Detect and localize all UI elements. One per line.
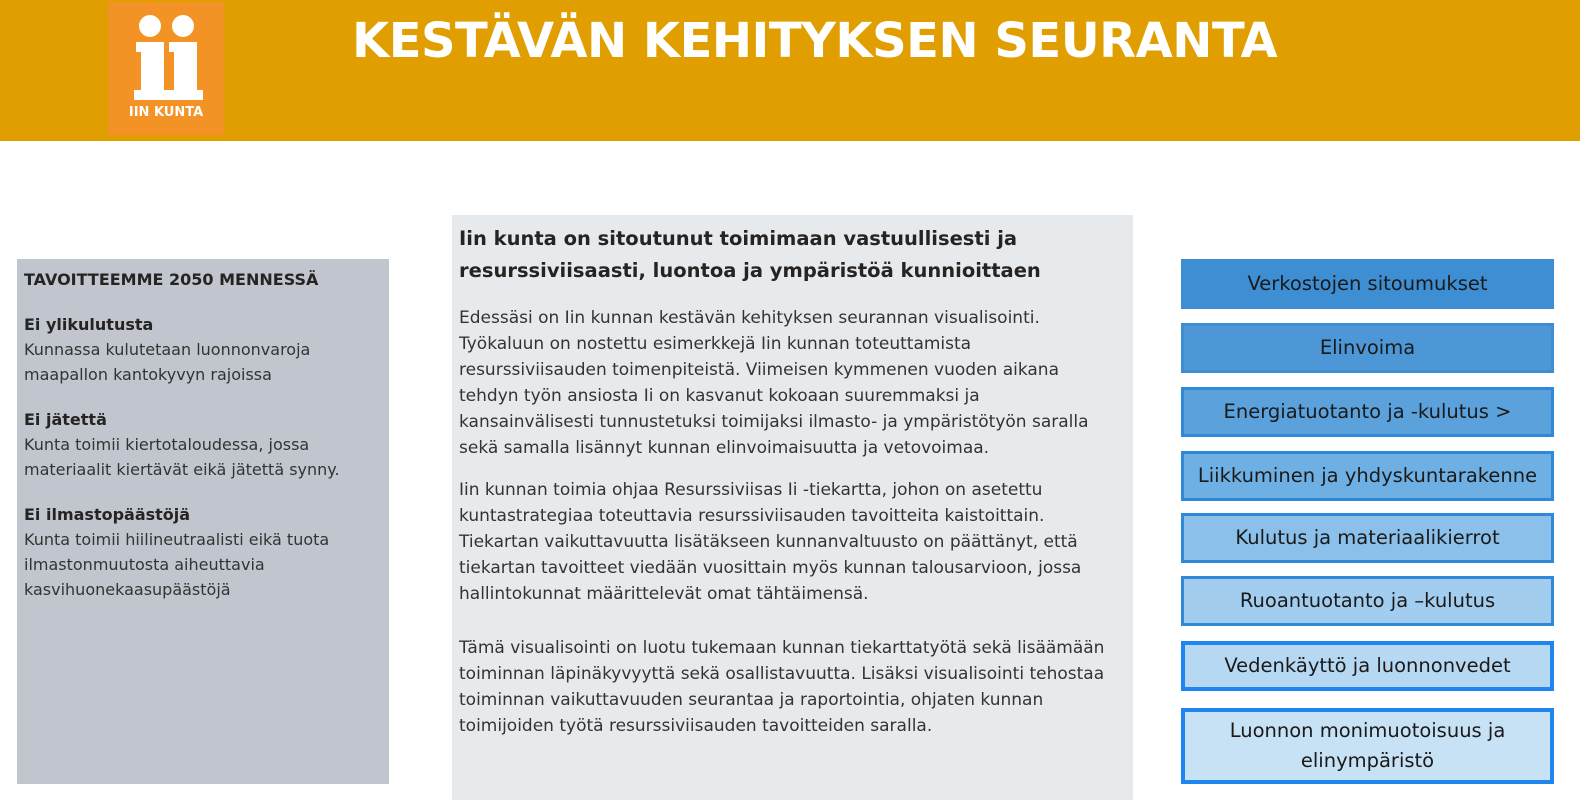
intro-paragraph	[459, 305, 1126, 461]
header-banner	[0, 0, 1580, 141]
goal-item	[24, 502, 382, 602]
nav-button-label: Ruoantuotanto ja –kulutus	[1239, 589, 1496, 612]
goal-description-line: maapallon kantokyvyn rajoissa	[24, 365, 272, 384]
intro-paragraph-line: hallintokunnat määrittelevät omat tähtäimensä.	[459, 584, 869, 604]
goals-panel	[17, 259, 389, 784]
ii-logo-icon	[108, 2, 224, 107]
goal-description-line: Kunnassa kulutetaan luonnonvaroja	[24, 340, 311, 359]
goal-item	[24, 312, 382, 387]
intro-paragraph-line: tehdyn työn ansiosta Ii on kasvanut kokoaan suuremmaksi ja	[459, 386, 980, 406]
goal-title: Ei ilmastopäästöjä	[24, 505, 191, 524]
nav-button-verkostojen-sitoumukset[interactable]	[1181, 259, 1554, 309]
intro-paragraph-line: sekä samalla lisännyt kunnan elinvoimaisuutta ja vetovoimaa.	[459, 438, 990, 458]
intro-paragraph-line: toiminnan vaikuttavuuden seurantaa ja raportointia, ohjaten kunnan	[459, 690, 1044, 710]
intro-heading	[459, 223, 1126, 287]
goal-description-line: kasvihuonekaasupäästöjä	[24, 580, 231, 599]
nav-button-label: Elinvoima	[1319, 336, 1416, 359]
goal-description-line: Kunta toimii kiertotaloudessa, jossa	[24, 435, 310, 454]
goal-description-line: materiaalit kiertävät eikä jätettä synny.	[24, 460, 340, 479]
nav-button-label: Luonnon monimuotoisuus ja elinympäristö	[1229, 719, 1506, 772]
intro-paragraph-line: kansainvälisesti tunnustetuksi toimijaksi ilmasto- ja ympäristötyön saralla	[459, 412, 1089, 432]
goal-item	[24, 407, 382, 482]
nav-button-elinvoima[interactable]	[1181, 323, 1554, 373]
nav-button-label: Energiatuotanto ja -kulutus >	[1223, 400, 1512, 423]
goal-title: Ei ylikulutusta	[24, 315, 154, 334]
intro-heading-line: Iin kunta on sitoutunut toimimaan vastuullisesti ja	[459, 227, 1018, 250]
intro-paragraph	[459, 477, 1126, 607]
intro-panel	[452, 215, 1133, 800]
goal-description-line: Kunta toimii hiilineutraalisti eikä tuota	[24, 530, 330, 549]
intro-paragraph-line: kuntastrategiaa toteuttavia resurssiviisauden tavoitteita kaistoittain.	[459, 506, 1045, 526]
nav-button-luonnon-monimuotoisuus-ja[interactable]	[1181, 708, 1554, 784]
nav-button-liikkuminen-ja-yhdyskuntarakenne[interactable]	[1181, 451, 1554, 501]
intro-paragraph-line: toimijoiden työtä resurssiviisauden tavoitteiden saralla.	[459, 716, 933, 736]
nav-button-label: Liikkuminen ja yhdyskuntarakenne	[1197, 464, 1538, 487]
nav-button-kulutus-ja-materiaalikierrot[interactable]	[1181, 513, 1554, 563]
intro-paragraph-line: Edessäsi on Iin kunnan kestävän kehityksen seurannan visualisointi.	[459, 308, 1040, 328]
intro-paragraph-line: Tiekartan vaikuttavuutta lisätäkseen kunnanvaltuusto on päättänyt, että	[459, 532, 1078, 552]
nav-button-vedenkaytto-ja-luonnonvedet[interactable]	[1181, 641, 1554, 691]
page-title: KESTÄVÄN KEHITYKSEN SEURANTA	[352, 13, 1278, 69]
nav-button-ruoantuotanto-ja-kulutus[interactable]	[1181, 576, 1554, 626]
nav-button-label: Verkostojen sitoumukset	[1247, 272, 1488, 295]
iin-kunta-logo[interactable]	[108, 2, 224, 135]
goal-description-line: ilmastonmuutosta aiheuttavia	[24, 555, 265, 574]
intro-paragraph-line: tiekartan tavoitteet viedään vuosittain myös kunnan talousarvioon, jossa	[459, 558, 1082, 578]
nav-button-energiatuotanto-ja-kulutus[interactable]	[1181, 387, 1554, 437]
intro-paragraph-line: Tämä visualisointi on luotu tukemaan kunnan tiekarttatyötä sekä lisäämään	[459, 638, 1105, 658]
nav-button-label: Vedenkäyttö ja luonnonvedet	[1224, 654, 1511, 677]
intro-paragraph-line: Iin kunnan toimia ohjaa Resurssiviisas Ii -tiekartta, johon on asetettu	[459, 480, 1043, 500]
logo-text: IIN KUNTA	[128, 105, 204, 120]
goal-title: Ei jätettä	[24, 410, 107, 429]
intro-paragraph	[459, 635, 1126, 739]
nav-button-label: Kulutus ja materiaalikierrot	[1235, 526, 1500, 549]
intro-paragraph-line: Työkaluun on nostettu esimerkkejä Iin kunnan toteuttamista	[459, 334, 972, 354]
goals-heading: TAVOITTEEMME 2050 MENNESSÄ	[24, 270, 319, 289]
intro-paragraph-line: toiminnan läpinäkyvyyttä sekä osallistavuutta. Lisäksi visualisointi tehostaa	[459, 664, 1105, 684]
intro-paragraph-line: resurssiviisauden toimenpiteistä. Viimeisen kymmenen vuoden aikana	[459, 360, 1059, 380]
intro-heading-line: resurssiviisaasti, luontoa ja ympäristöä kunnioittaen	[459, 259, 1041, 282]
